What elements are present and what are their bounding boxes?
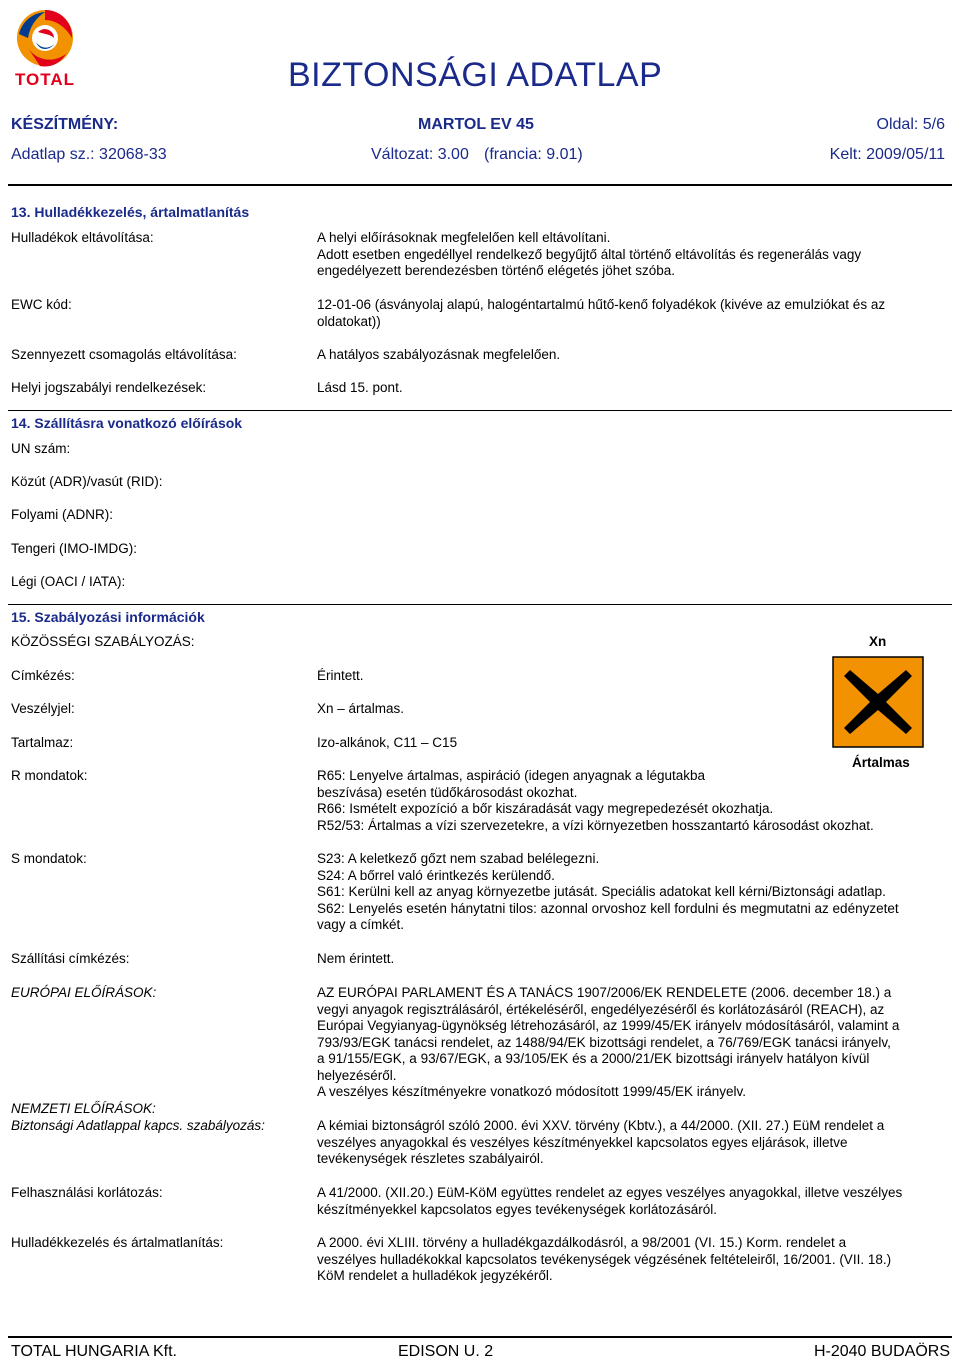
- usage-restriction-value: [317, 1185, 927, 1218]
- ewc-code-label: EWC kód:: [11, 297, 72, 312]
- s-phrases-label: S mondatok:: [11, 851, 87, 866]
- line: R65: Lenyelve ártalmas, aspiráció (idegen anyagnak a légutakba: [317, 768, 705, 783]
- symbol-label: Veszélyjel:: [11, 701, 75, 716]
- issue-date: Kelt: 2009/05/11: [829, 146, 945, 163]
- labelling-label: Címkézés:: [11, 668, 75, 683]
- line: helyezéséről.: [317, 1067, 397, 1083]
- waste-disposal-value: [317, 230, 927, 280]
- eu-regulations-label: EURÓPAI ELŐÍRÁSOK:: [11, 985, 157, 1000]
- line: KöM rendelet a hulladékok jegyzékéről.: [317, 1268, 553, 1283]
- page-number: Oldal: 5/6: [876, 116, 945, 133]
- line: S62: Lenyelés esetén hánytatni tilos: azonnal orvoshoz kell fordulni és megmutatni az edényzetet: [317, 900, 899, 916]
- line: A 2000. évi XLIII. törvény a hulladékgazdálkodásról, a 98/2001 (VI. 15.) Korm. rendelet a: [317, 1235, 847, 1250]
- line: AZ EURÓPAI PARLAMENT ÉS A TANÁCS 1907/2006/EK RENDELETE (2006. december 18.) a: [317, 985, 892, 1000]
- waste-law-label: Hulladékkezelés és ártalmatlanítás:: [11, 1235, 224, 1250]
- national-regulations-value: [317, 1118, 927, 1168]
- version: Változat: 3.00: [371, 146, 469, 163]
- preparation-label: KÉSZÍTMÉNY:: [11, 116, 119, 133]
- road-rail-label: Közút (ADR)/vasút (RID):: [11, 474, 163, 489]
- line: S61: Kerülni kell az anyag környezetbe jutását. Speciális adatokat kell kérni/Biztonsági adatlap.: [317, 884, 886, 899]
- contains-label: Tartalmaz:: [11, 735, 74, 750]
- line: készítményekkel kapcsolatos egyes tevékenységek korlátozásáról.: [317, 1201, 717, 1217]
- line: veszélyes hulladékokkal kapcsolatos tevékenységek végzésének feltételeiről, 16/2001. (VII. 18.): [317, 1251, 892, 1267]
- line: A helyi előírásoknak megfelelően kell eltávolítani.: [317, 230, 611, 245]
- section-14-heading: 14. Szállításra vonatkozó előírások: [11, 415, 243, 431]
- footer-rule: [8, 1336, 952, 1338]
- pictogram-label: Ártalmas: [852, 755, 910, 770]
- air-label: Légi (OACI / IATA):: [11, 574, 126, 589]
- community-regulation-label: KÖZÖSSÉGI SZABÁLYOZÁS:: [11, 634, 195, 649]
- ewc-code-value: [317, 297, 927, 330]
- harmful-x-icon: [832, 656, 924, 748]
- eu-regulations-value: [317, 985, 927, 1101]
- line: engedélyezett berendezésben történő elégetés jöhet szóba.: [317, 263, 676, 278]
- river-label: Folyami (ADNR):: [11, 507, 114, 522]
- line: A 41/2000. (XII.20.) EüM-KöM együttes rendelet az egyes veszélyes anyagokkal, illetve veszélyes: [317, 1185, 903, 1200]
- packaging-label: Szennyezett csomagolás eltávolítása:: [11, 347, 237, 362]
- divider: [8, 604, 952, 605]
- line: vagy a címkét.: [317, 917, 405, 932]
- local-law-value: Lásd 15. pont.: [317, 380, 403, 395]
- line: Európai Vegyianyag-ügynökség létrehozásáról, az 1999/45/EK irányelv módosításáról, valamint a: [317, 1018, 900, 1033]
- version-fr: (francia: 9.01): [484, 146, 583, 163]
- line: a 91/155/EGK, a 93/67/EGK, a 93/105/EK és a 2000/21/EK bizottsági irányelv hatályon kívül: [317, 1051, 870, 1066]
- line: A veszélyes készítményekre vonatkozó módosított 1999/45/EK irányelv.: [317, 1084, 746, 1099]
- product-name: MARTOL EV 45: [418, 116, 534, 133]
- packaging-value: A hatályos szabályozásnak megfelelően.: [317, 347, 561, 362]
- s-phrases-value: [317, 851, 927, 934]
- line: S24: A bőrrel való érintkezés kerülendő.: [317, 867, 555, 883]
- waste-disposal-label: Hulladékok eltávolítása:: [11, 230, 154, 245]
- line: oldatokat)): [317, 313, 381, 329]
- un-number-label: UN szám:: [11, 441, 71, 456]
- line: 12-01-06 (ásványolaj alapú, halogéntartalmú hűtő-kenő folyadékok (kivéve az emulziókat és az: [317, 297, 886, 312]
- sea-label: Tengeri (IMO-IMDG):: [11, 541, 138, 556]
- section-15-heading: 15. Szabályozási információk: [11, 609, 205, 625]
- divider: [8, 410, 952, 411]
- r-phrases-value: [317, 768, 927, 834]
- header-rule: [8, 184, 952, 186]
- labelling-value: Érintett.: [317, 668, 364, 683]
- footer-city: H-2040 BUDAÖRS: [813, 1343, 950, 1360]
- line: Biztonsági Adatlappal kapcs. szabályozás:: [11, 1117, 265, 1133]
- waste-law-value: [317, 1235, 927, 1285]
- symbol-value: Xn – ártalmas.: [317, 701, 405, 716]
- section-13-heading: 13. Hulladékkezelés, ártalmatlanítás: [11, 204, 250, 220]
- contains-value: Izo-alkánok, C11 – C15: [317, 735, 458, 750]
- national-regulations-label: [11, 1101, 265, 1134]
- usage-restriction-label: Felhasználási korlátozás:: [11, 1185, 163, 1200]
- line: Adott esetben engedéllyel rendelkező begyűjtő által történő eltávolítás és regenerálás vagy: [317, 246, 862, 262]
- pictogram-code: Xn: [869, 634, 887, 649]
- total-logo: [10, 4, 80, 90]
- line: R52/53: Ártalmas a vízi szervezetekre, a vízi környezetben hosszantartó károsodást okozhat.: [317, 817, 874, 833]
- line: tevékenységek részletes szabályairól.: [317, 1151, 544, 1166]
- line: veszélyes anyagokkal és veszélyes készítményekkel kapcsolatos egyes eljárások, illetve: [317, 1134, 848, 1150]
- line: S23: A keletkező gőzt nem szabad belélegezni.: [317, 851, 600, 866]
- line: vegyi anyagok regisztrálásáról, értékeléséről, engedélyezéséről és korlátozásáról (REACH), az: [317, 1001, 885, 1017]
- document-title: BIZTONSÁGI ADATLAP: [288, 56, 663, 94]
- footer-street: EDISON U. 2: [398, 1343, 494, 1360]
- line: 793/93/EGK tanácsi rendelet, az 1488/94/EK bizottsági rendelet, a 76/769/EGK tanácsi irányelv,: [317, 1034, 891, 1050]
- line: R66: Ismételt expozíció a bőr kiszáradását vagy megrepedezését okozhatja.: [317, 801, 774, 816]
- line: beszívása) esetén tüdőkárosodást okozhat.: [317, 784, 578, 800]
- line: A kémiai biztonságról szóló 2000. évi XXV. törvény (Kbtv.), a 44/2000. (XII. 27.) EüM rendelet a: [317, 1118, 885, 1133]
- r-phrases-label: R mondatok:: [11, 768, 88, 783]
- local-law-label: Helyi jogszabályi rendelkezések:: [11, 380, 207, 395]
- line: NEMZETI ELŐÍRÁSOK:: [11, 1101, 156, 1116]
- logo-text: TOTAL: [14, 70, 76, 89]
- sheet-number: Adatlap sz.: 32068-33: [11, 146, 167, 163]
- transport-labelling-label: Szállítási címkézés:: [11, 951, 130, 966]
- transport-labelling-value: Nem érintett.: [317, 951, 395, 966]
- footer-company: TOTAL HUNGARIA Kft.: [11, 1343, 177, 1360]
